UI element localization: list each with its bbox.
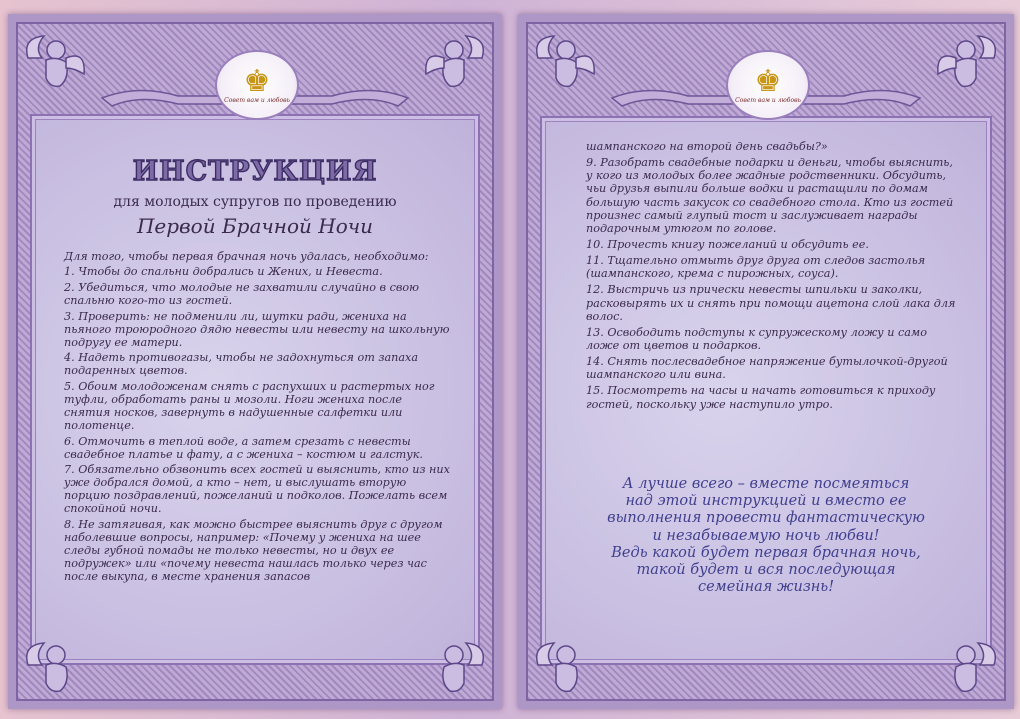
- closing-message: [578, 476, 954, 596]
- document-title: ИНСТРУКЦИЯ: [132, 156, 378, 187]
- document-subtitle: для молодых супругов по проведению: [113, 194, 397, 210]
- closing-line: А лучше всего – вместе посмеяться: [622, 476, 910, 492]
- instruction-item: 5. Обоим молодоженам снять с распухших и растертых ног туфли, обработать раны и мозоли. Ноги жениха после снятия носков, завернуть в надушенные салфетки или полотенце.: [64, 379, 435, 433]
- instruction-item: 12. Выстричь из прически невесты шпильки и заколки, расковырять их и снять при помощи ацетона слой лака для волос.: [586, 283, 956, 323]
- instruction-item: 14. Снять послесвадебное напряжение бутылочкой-другой шампанского или вина.: [586, 355, 948, 382]
- right-page: [518, 14, 1014, 709]
- instruction-item: 4. Надеть противогазы, чтобы не задохнуться от запаха подаренных цветов.: [64, 351, 419, 378]
- closing-line: Ведь какой будет первая брачная ночь,: [611, 544, 921, 561]
- cherub-icon: [530, 625, 600, 695]
- left-page: [8, 14, 502, 709]
- document-subtitle-script: Первой Брачной Ночи: [136, 214, 374, 238]
- instruction-item: 7. Обязательно обзвонить всех гостей и выяснить, кто из них уже добрался домой, а кто – нет, и выслушать вторую порцию поздравлений, пожеланий и подколов. Пожелать всем спокойной ночи.: [64, 463, 450, 516]
- instruction-item: 11. Тщательно отмыть друг друга от следов застолья (шампанского, крема с пирожных, соуса).: [586, 254, 926, 281]
- instruction-item: 3. Проверить: не подменили ли, шутки ради, жениха на пьяного троюродного дядю невесты или невесту на школьную подругу ее матери.: [64, 309, 450, 349]
- cherub-icon: [530, 28, 600, 98]
- instruction-item: шампанского на второй день свадьбы?»: [586, 140, 828, 153]
- intro-paragraph: Для того, чтобы первая брачная ночь удалась, необходимо:: [64, 250, 429, 263]
- instruction-item: 15. Посмотреть на часы и начать готовиться к приходу гостей, поскольку уже наступило утро.: [586, 384, 936, 411]
- emblem: [726, 50, 810, 120]
- instruction-item: 2. Убедиться, что молодые не захватили случайно в свою спальню кого-то из гостей.: [64, 280, 419, 308]
- instruction-list-right: [586, 140, 958, 413]
- cherub-icon: [20, 28, 90, 98]
- instruction-item: 10. Прочесть книгу пожеланий и обсудить ее.: [586, 238, 869, 252]
- instruction-item: 6. Отмочить в теплой воде, а затем срезать с невесты свадебное платье и фату, а с жениха – костюм и галстук.: [64, 434, 423, 461]
- closing-line: такой будет и вся последующая: [636, 562, 896, 579]
- cherub-icon: [932, 28, 1002, 98]
- closing-line: и незабываемую ночь любви!: [652, 527, 880, 544]
- cherub-icon: [932, 625, 1002, 695]
- emblem: [215, 50, 299, 120]
- instruction-item: 9. Разобрать свадебные подарки и деньги, чтобы выяснить, у кого из молодых более жадные родственники. Обсудить, чьи друзья выпили больше водки и растащили по домам большую часть закусок со свадебного стола. Кто из гостей произнес самый глупый тост и заслуживает награды подарочным утюгом по голове.: [586, 155, 954, 236]
- cherub-icon: [420, 625, 490, 695]
- closing-line: выполнения провести фантастическую: [607, 510, 925, 527]
- instruction-item: 1. Чтобы до спальни добрались и Жених, и Невеста.: [64, 265, 383, 279]
- closing-line: над этой инструкцией и вместо ее: [625, 493, 907, 510]
- instruction-item: 8. Не затягивая, как можно быстрее выяснить друг с другом наболевшие вопросы, например: «Почему у жениха на шее следы губной помады не только невесты, но и двух ее подружек» или «почему невеста нашлась только через час после выкупа, в месте хранения запасов: [64, 517, 443, 584]
- emblem-motto: Совет вам и любовь: [735, 96, 801, 104]
- double-headed-eagle-icon: ♚: [243, 63, 271, 99]
- cherub-icon: [420, 28, 490, 98]
- emblem-motto: Совет вам и любовь: [224, 96, 290, 104]
- double-headed-eagle-icon: ♚: [754, 63, 782, 99]
- closing-line: семейная жизнь!: [697, 579, 835, 596]
- instruction-item: 13. Освободить подступы к супружескому ложу и само ложе от цветов и подарков.: [586, 325, 927, 353]
- instruction-list-left: [64, 250, 450, 586]
- cherub-icon: [20, 625, 90, 695]
